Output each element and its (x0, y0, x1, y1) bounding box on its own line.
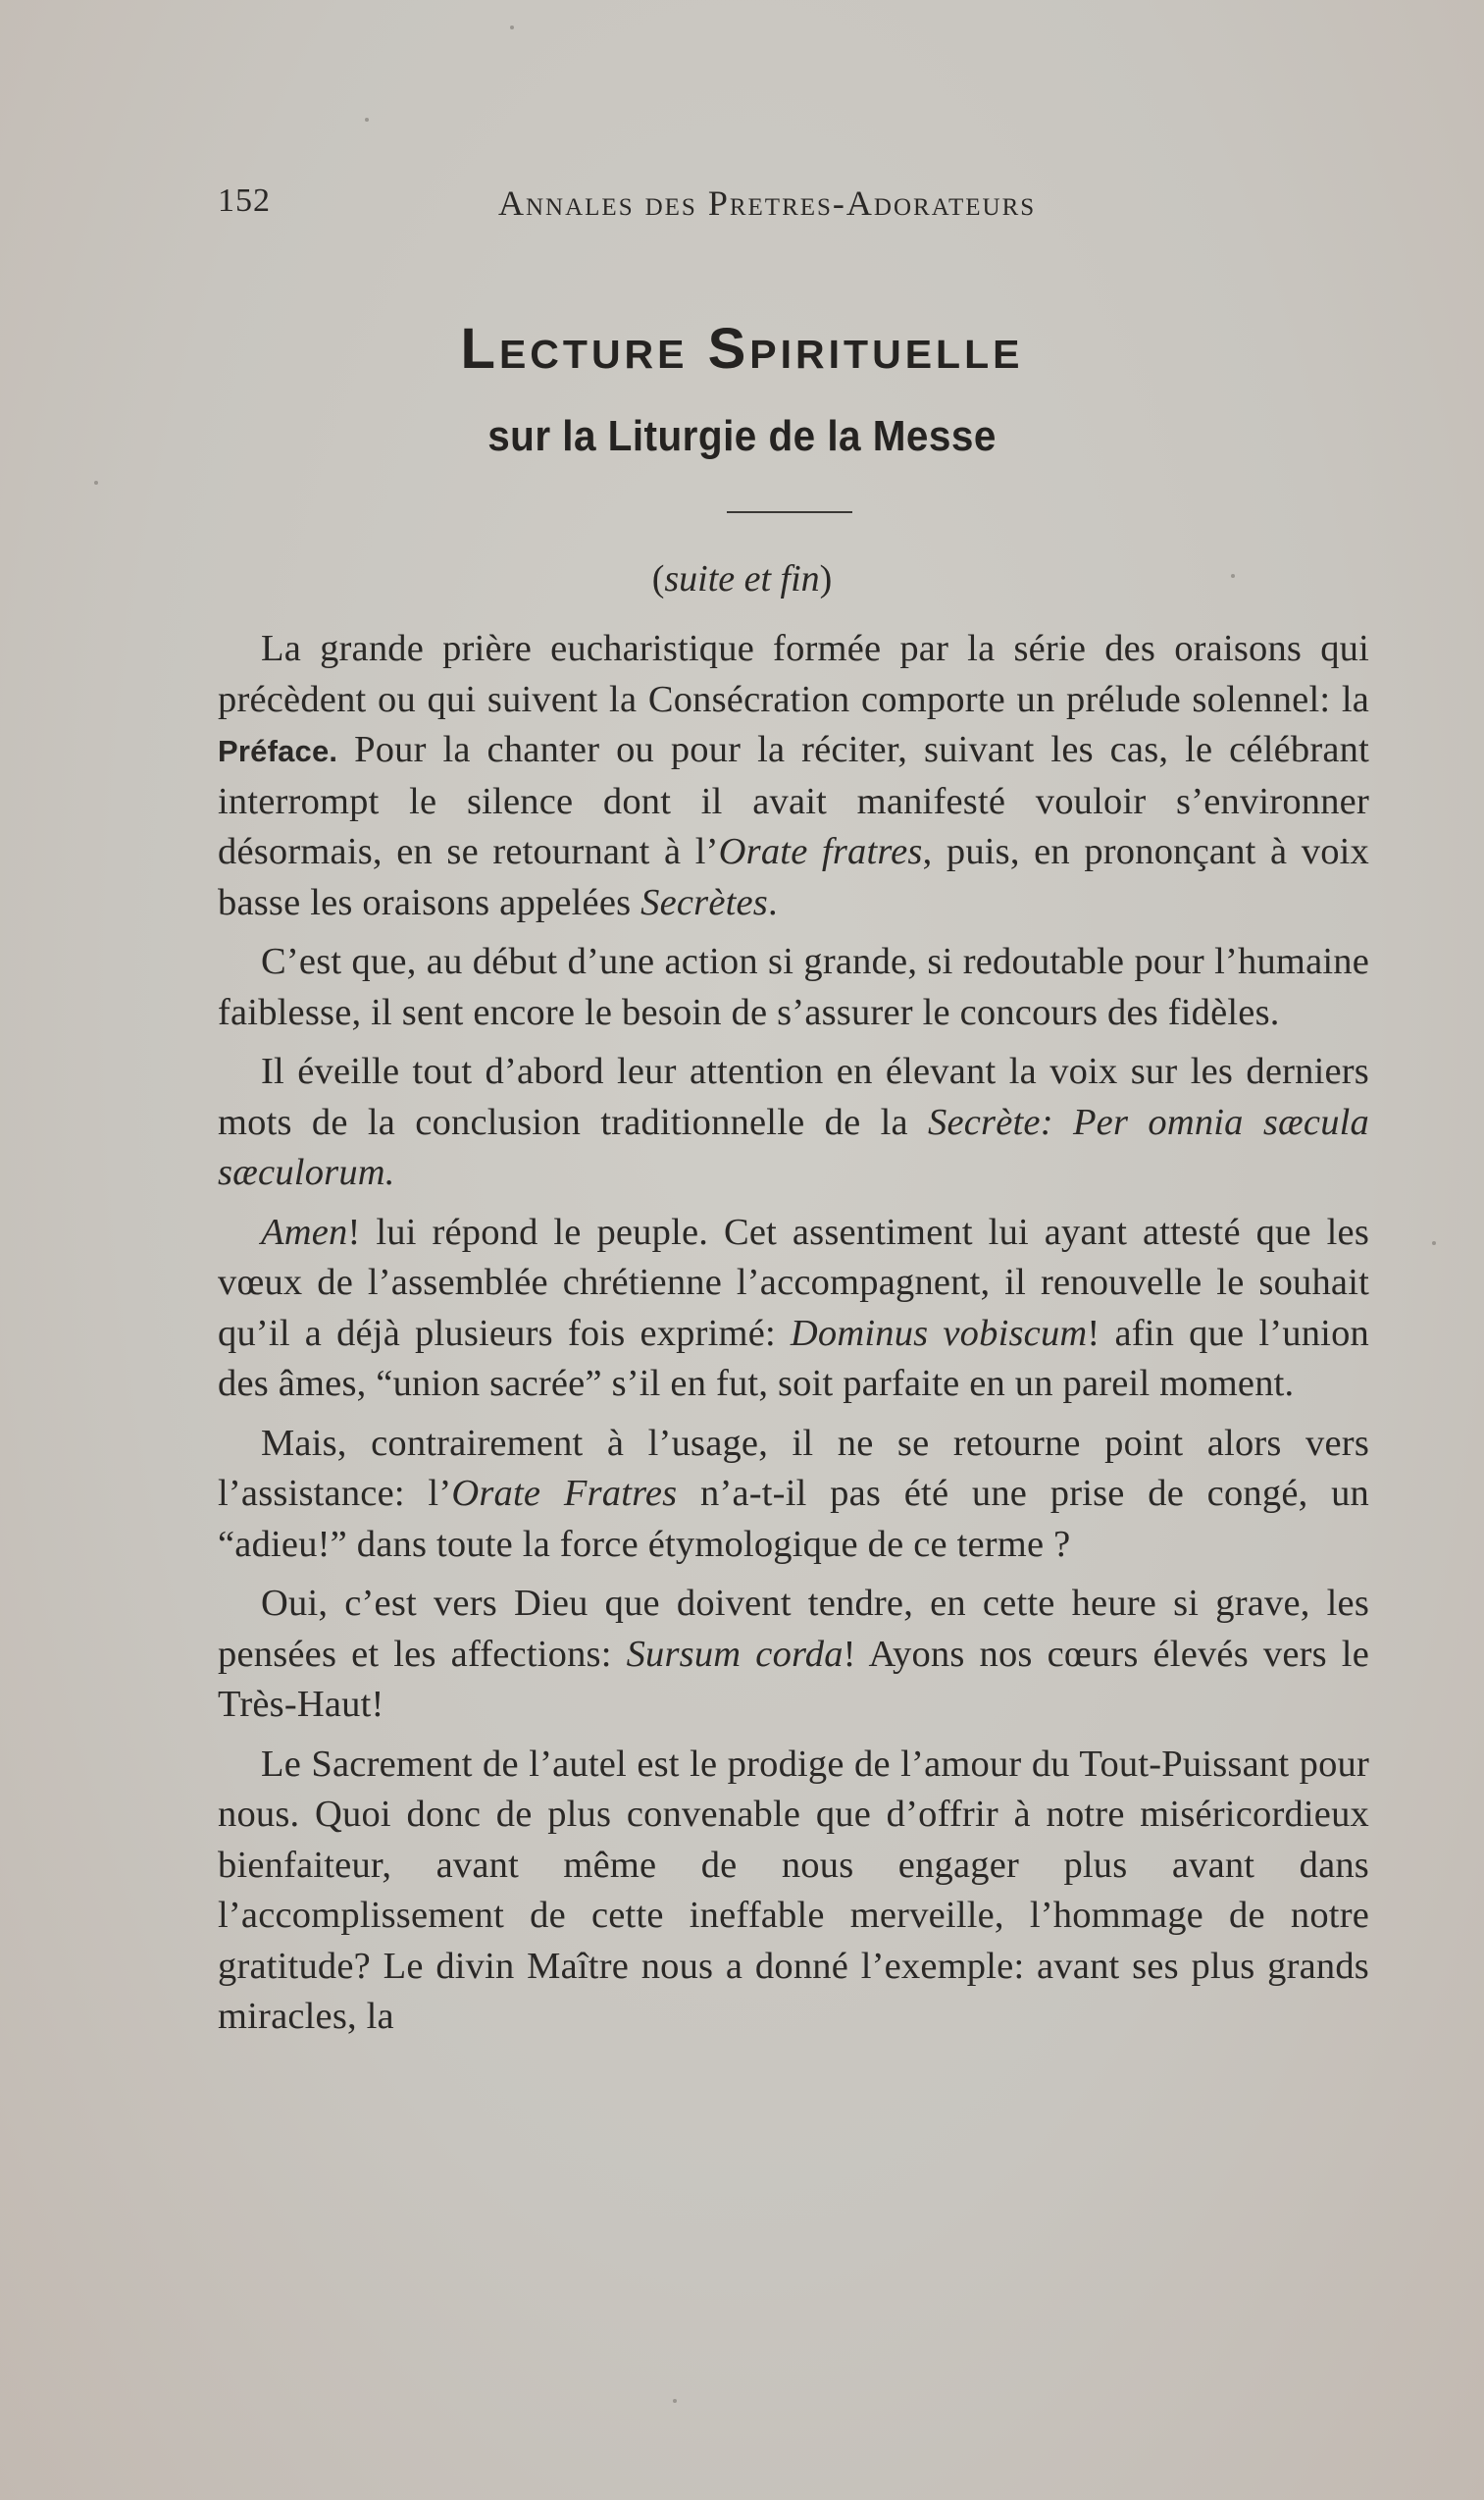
text-segment: Dominus vobiscum (790, 1312, 1088, 1354)
text-segment: ! lui répond le peuple. Cet assentiment lui ayant attesté que les vœux de l’assemblée chrétienne l’accompagnent, il renouvelle le souhait qu’il a déjà plusieurs fois exprimé: (218, 1211, 1369, 1354)
text-segment: ! afin que l’union des âmes, “union sacrée” s’il en fut, soit parfaite en un pareil moment. (218, 1312, 1369, 1404)
paper-speck (1231, 574, 1235, 578)
paragraph (218, 1419, 1369, 1571)
text-segment: C’est que, au début d’une action si grande, si redoutable pour l’humaine faiblesse, il sent encore le besoin de s’assurer le concours des fidèles. (218, 941, 1369, 1033)
text-segment: ! Ayons nos cœurs élevés vers le Très-Haut! (218, 1633, 1369, 1725)
text-segment: Orate Fratres (451, 1473, 678, 1514)
paragraph (218, 624, 1369, 928)
text-segment: Préface. (218, 734, 338, 768)
article-title: Lecture Spirituelle (460, 317, 1024, 381)
paper-speck (94, 481, 98, 485)
article-subtitle: sur la Liturgie de la Messe (487, 412, 997, 460)
text-segment: Mais, contrairement à l’usage, il ne se retourne point alors vers l’assistance: l’ (218, 1422, 1369, 1514)
text-segment: Pour la chanter ou pour la réciter, suivant les cas, le célébrant interrompt le silence dont il avait manifesté vouloir s’environner désormais, en se retournant à l’ (218, 729, 1369, 872)
continuation-note: (suite et fin) (651, 558, 833, 599)
paragraph (218, 1047, 1369, 1199)
paper-speck (365, 118, 369, 122)
continuation-text: suite et fin (664, 558, 820, 599)
text-segment: Secrète: Per omnia sæcula sæculorum. (218, 1101, 1369, 1193)
paper-speck (510, 26, 514, 29)
paragraph (218, 1740, 1369, 2043)
text-segment: Le Sacrement de l’autel est le prodige de l’amour du Tout-Puissant pour nous. Quoi donc de plus convenable que d’offrir à notre miséricordieux bienfaiteur, avant même de nous engager plus avant dans l’accomplissement de cette ineffable merveille, l’hommage de notre gratitude? Le divin Maître nous a donné l’exemple: avant ses plus grands miracles, la (218, 1743, 1369, 2037)
text-segment: Amen (261, 1211, 348, 1253)
title-divider (727, 511, 852, 513)
page-number: 152 (218, 182, 271, 219)
article-body (218, 624, 1369, 2052)
text-segment: . (768, 881, 778, 923)
text-segment: Secrètes (640, 881, 768, 923)
paper-speck (1432, 1241, 1436, 1245)
text-segment: Sursum corda (626, 1633, 844, 1675)
text-segment: n’a-t-il pas été une prise de congé, un “adieu!” dans toute la force étymologique de ce terme ? (218, 1473, 1370, 1565)
text-segment: , puis, en prononçant à voix basse les oraisons appelées (218, 831, 1369, 923)
text-segment: Il éveille tout d’abord leur attention en élevant la voix sur les derniers mots de la conclusion traditionnelle de la (218, 1051, 1369, 1143)
running-title: Annales des Pretres-Adorateurs (498, 183, 1037, 223)
paragraph (218, 1579, 1369, 1731)
page-header (218, 182, 1306, 226)
text-segment: Oui, c’est vers Dieu que doivent tendre, en cette heure si grave, les pensées et les affections: (218, 1583, 1369, 1675)
text-segment: La grande prière eucharistique formée par la série des oraisons qui précèdent ou qui suivent la Consécration comporte un prélude solennel: la (218, 628, 1369, 720)
text-segment: Orate fratres (718, 831, 923, 872)
paragraph (218, 1208, 1369, 1410)
paper-speck (673, 2399, 677, 2403)
paragraph (218, 937, 1369, 1038)
